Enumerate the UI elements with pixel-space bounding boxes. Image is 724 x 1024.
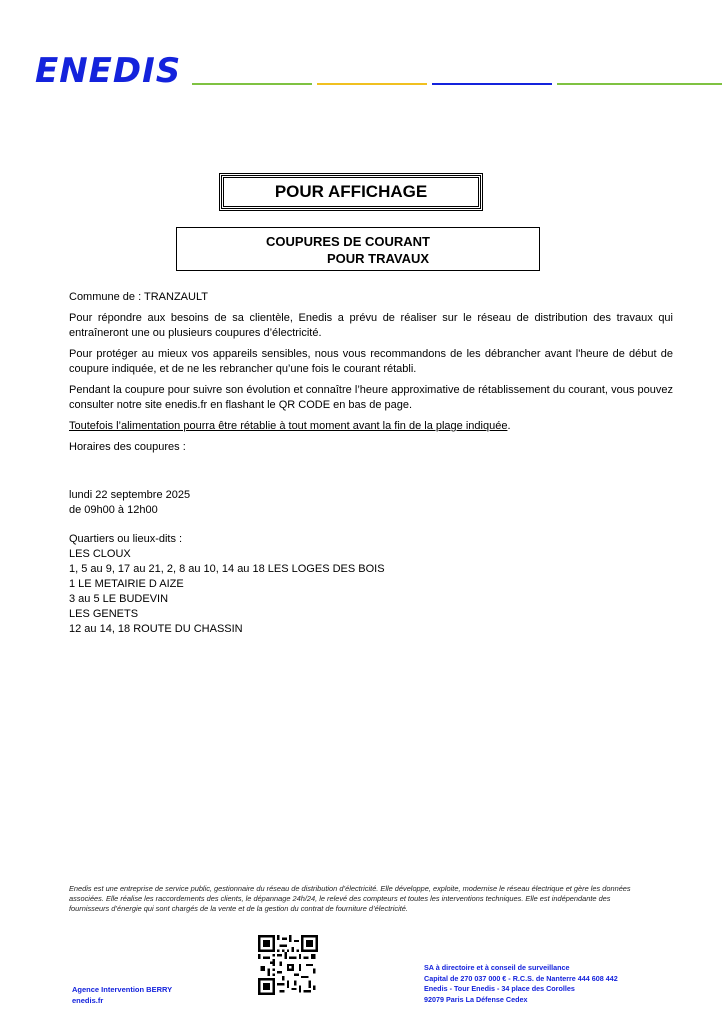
schedule-time: de 09h00 à 12h00 <box>69 504 158 516</box>
list-item: 1 LE METAIRIE D AIZE <box>69 578 184 590</box>
commune: Commune de : TRANZAULT <box>69 291 208 303</box>
warning-text: Toutefois l’alimentation pourra être rétablie à tout moment avant la fin de la plage indiquée <box>69 420 508 432</box>
subtitle-line2: POUR TRAVAUX <box>326 251 430 266</box>
company-line: Capital de 270 037 000 € - R.C.S. de Nanterre 444 608 442 <box>424 973 618 983</box>
legal-line: fournisseurs d’énergie qui sont chargés de la vente et de la gestion du contrat de fourniture d’électricité. <box>69 904 408 913</box>
places-list <box>69 532 385 637</box>
warning-period: . <box>507 420 511 432</box>
company-info <box>424 963 618 1005</box>
notice-body <box>69 290 673 461</box>
list-item: 3 au 5 LE BUDEVIN <box>69 593 169 605</box>
agency-name: Agence Intervention BERRY <box>72 985 173 994</box>
agency-site[interactable]: enedis.fr <box>72 996 104 1005</box>
paragraph-3: Pendant la coupure pour suivre son évolution et connaître l’heure approximative de rétablissement du courant, vous pouvez consulter notre site enedis.fr en flashant le QR CODE en bas de page. <box>69 384 673 411</box>
list-item: 12 au 14, 18 ROUTE DU CHASSIN <box>69 623 243 635</box>
paragraph-4 <box>69 419 673 434</box>
enedis-logo <box>35 51 187 91</box>
company-line: Enedis - Tour Enedis - 34 place des Corolles <box>424 984 575 993</box>
subtitle-line1: COUPURES DE COURANT <box>266 234 430 249</box>
subtitle-box <box>176 227 540 271</box>
list-item: LES CLOUX <box>69 548 131 560</box>
company-line: SA à directoire et à conseil de surveillance <box>424 963 570 972</box>
list-item: 1, 5 au 9, 17 au 21, 2, 8 au 10, 14 au 18 LES LOGES DES BOIS <box>69 563 385 575</box>
legal-line: Enedis est une entreprise de service public, gestionnaire du réseau de distribution d’électricité. Elle développe, exploite, modernise le réseau électrique et gère les données <box>69 884 631 893</box>
schedule <box>69 488 190 518</box>
legal-notice <box>69 884 669 914</box>
schedule-heading: Horaires des coupures : <box>69 441 186 453</box>
agency-info <box>72 984 172 1006</box>
qr-code[interactable] <box>258 935 318 995</box>
paragraph-2: Pour protéger au mieux vos appareils sensibles, nous vous recommandons de les débrancher avant l'heure de début de coupure indiquée, et de ne les rebrancher qu’une fois le courant rétabli. <box>69 348 673 375</box>
paragraph-1: Pour répondre aux besoins de sa clientèle, Enedis a prévu de réaliser sur le réseau de distribution des travaux qui entraîneront une ou plusieurs coupures d’électricité. <box>69 312 673 339</box>
logo-text: ENEDIS <box>35 51 182 91</box>
company-line: 92079 Paris La Défense Cedex <box>424 994 528 1004</box>
places-header: Quartiers ou lieux-dits : <box>69 533 183 545</box>
schedule-date: lundi 22 septembre 2025 <box>69 489 191 501</box>
logo-dashed-line <box>192 83 722 85</box>
title-box <box>219 173 483 211</box>
page-title: POUR AFFICHAGE <box>274 182 428 201</box>
list-item: LES GENETS <box>69 608 139 620</box>
legal-line: associées. Elle réalise les raccordements des clients, le dépannage 24h/24, le relevé des compteurs et toutes les interventions techniques. Elle est indépendante des <box>69 894 611 903</box>
